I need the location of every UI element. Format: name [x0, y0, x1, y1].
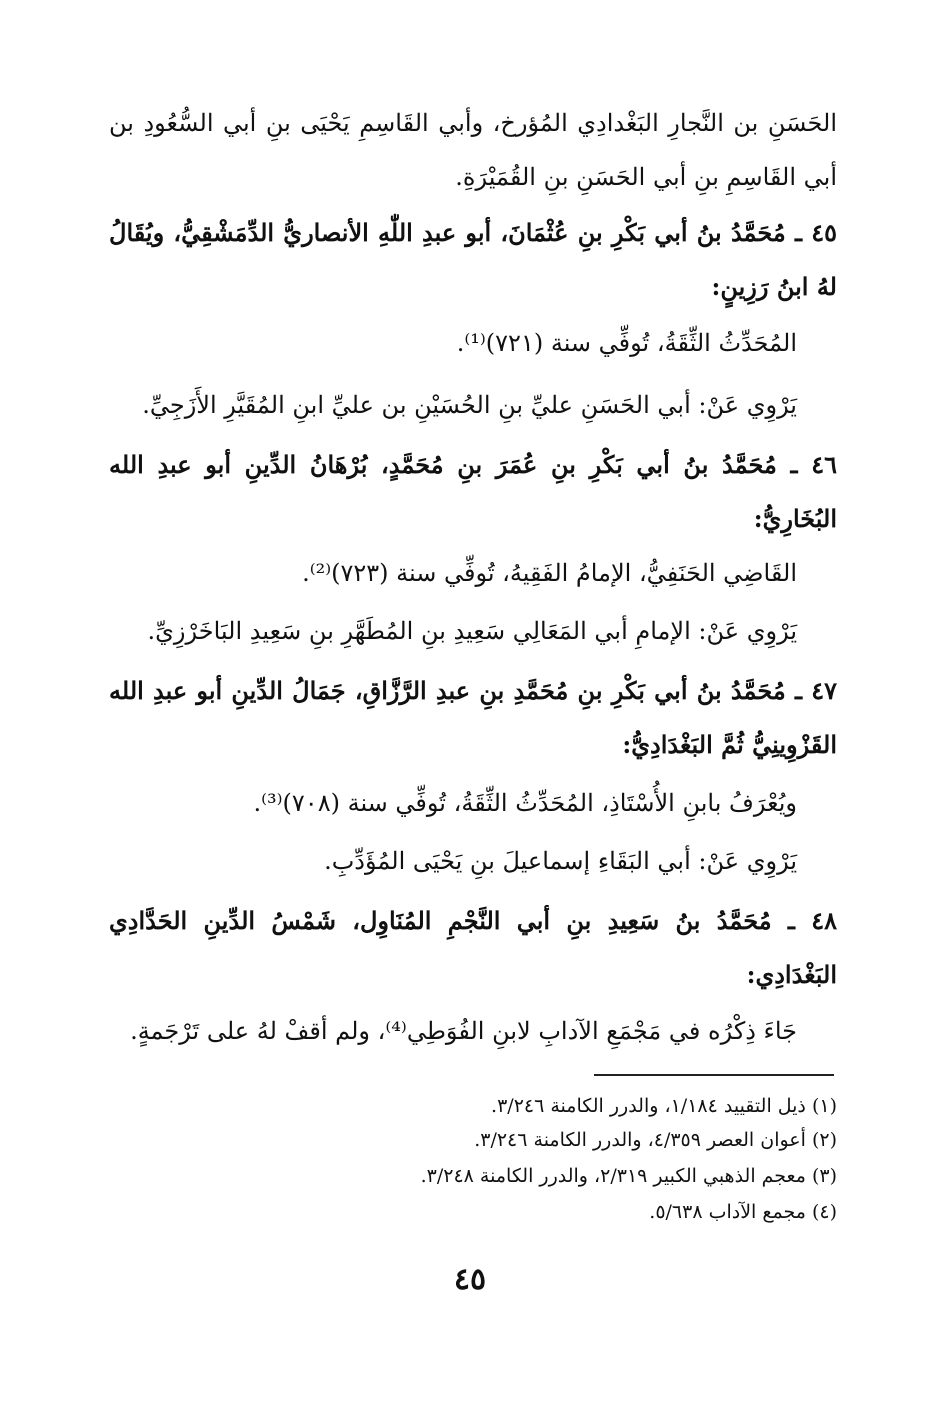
footnote-2: (٢) أعوان العصر ٤/٣٥٩، والدرر الكامنة ٣/٢٤٦. [474, 1129, 837, 1151]
entry-46-heading: ٤٦ ـ مُحَمَّدُ بنُ أبي بَكْرِ بنِ عُمَرَ بنِ مُحَمَّدٍ، بُرْهَانُ الدِّينِ أبو عبدِ الله البُخَارِيُّ: [109, 450, 837, 533]
entry-47-bio: ويُعْرَفُ بابنِ الأُسْتَاذِ، المُحَدِّثُ الثِّقَةُ، تُوفِّي سنة (٧٠٨)⁽³⁾. [253, 789, 797, 817]
entry-47-heading: ٤٧ ـ مُحَمَّدُ بنُ أبي بَكْرِ بنِ مُحَمَّدِ بنِ عبدِ الرَّزَّاقِ، جَمَالُ الدِّينِ أبو عبدِ الله القَزْوِينِيُّ ثُمَّ البَغْدَادِيُّ: [109, 676, 837, 759]
entry-48-heading: ٤٨ ـ مُحَمَّدُ بنُ سَعِيدِ بنِ أبي النَّجْمِ المُنَاوِل، شَمْسُ الدِّينِ الحَدَّادِي البَغْدَادِي: [109, 906, 837, 989]
entry-46-narrates: يَرْوِي عَنْ: الإمامِ أبي المَعَالِي سَعِيدِ بنِ المُطَهَّرِ بنِ سَعِيدِ البَاخَرْزِيِّ. [147, 617, 797, 645]
entry-45-heading: ٤٥ ـ مُحَمَّدُ بنُ أبي بَكْرِ بنِ عُثْمَانَ، أبو عبدِ اللّٰهِ الأنصاريُّ الدِّمَشْقِيُّ، ويُقَالُ لهُ ابنُ رَزِينٍ: [109, 218, 837, 301]
entry-47-narrates: يَرْوِي عَنْ: أبي البَقَاءِ إسماعيلَ بنِ يَحْيَى المُؤَدِّبِ. [324, 847, 797, 875]
entry-45-bio: المُحَدِّثُ الثِّقَةُ، تُوفِّي سنة (٧٢١)⁽¹⁾. [456, 329, 797, 357]
page-number: ٤٥ [453, 1262, 487, 1297]
footnote-3: (٣) معجم الذهبي الكبير ٢/٣١٩، والدرر الكامنة ٣/٢٤٨. [420, 1165, 837, 1187]
entry-48-bio: جَاءَ ذِكْرُه في مَجْمَعِ الآدابِ لابنِ الفُوَطِي⁽⁴⁾، ولم أقفْ لهُ على تَرْجَمةٍ. [130, 1017, 797, 1045]
footnote-4: (٤) مجمع الآداب ٥/٦٣٨. [649, 1201, 837, 1223]
footnote-divider [594, 1074, 834, 1076]
entry-45-narrates: يَرْوِي عَنْ: أبي الحَسَنِ عليِّ بنِ الحُسَيْنِ بن عليِّ ابنِ المُقَيَّرِ الأَزَجِيِّ. [142, 391, 797, 419]
paragraph-continuation: الحَسَنِ بن النَّجارِ البَغْدادِي المُؤرخ، وأبي القَاسِمِ يَحْيَى بنِ أبي السُّعُودِ بن أبي القَاسِمِ بنِ أبي الحَسَنِ بنِ القُمَيْرَةِ. [109, 109, 838, 191]
footnote-1: (١) ذيل التقييد ١/١٨٤، والدرر الكامنة ٣/٢٤٦. [491, 1095, 837, 1117]
entry-46-bio: القَاضِي الحَنَفِيُّ، الإمامُ الفَقِيهُ، تُوفِّي سنة (٧٢٣)⁽²⁾. [302, 559, 797, 587]
